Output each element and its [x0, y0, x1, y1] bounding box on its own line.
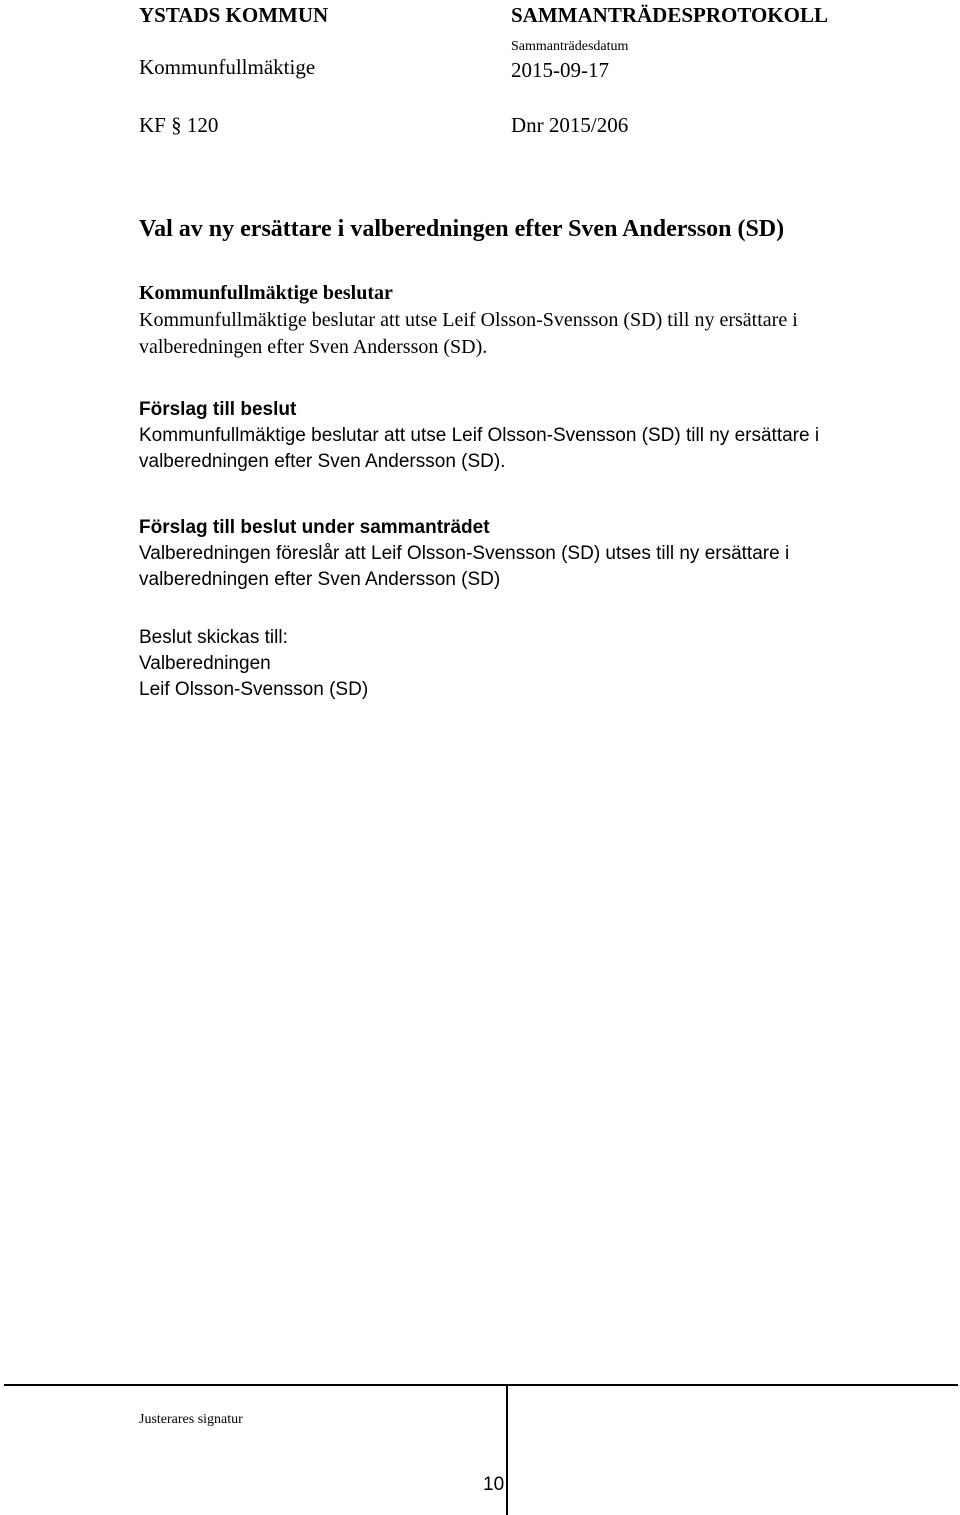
proposal-line: valberedningen efter Sven Andersson (SD).: [139, 451, 506, 472]
decision-heading: Kommunfullmäktige beslutar: [139, 282, 393, 304]
distribution-heading: Beslut skickas till:: [139, 627, 288, 648]
proposal-line: Kommunfullmäktige beslutar att utse Leif Olsson-Svensson (SD) till ny ersättare i: [139, 425, 820, 446]
distribution-recipient: Leif Olsson-Svensson (SD): [139, 679, 369, 700]
decision-line: Kommunfullmäktige beslutar att utse Leif Olsson-Svensson (SD) till ny ersättare i: [139, 309, 798, 331]
document-type: SAMMANTRÄDESPROTOKOLL: [511, 3, 828, 27]
page-number: 10: [483, 1474, 505, 1495]
signature-label: Justerares signatur: [139, 1412, 243, 1427]
meeting-proposal-line: valberedningen efter Sven Andersson (SD): [139, 569, 501, 590]
meeting-proposal-line: Valberedningen föreslår att Leif Olsson-Svensson (SD) utses till ny ersättare i: [139, 543, 790, 564]
proposal-heading: Förslag till beslut: [139, 399, 297, 420]
body-name: Kommunfullmäktige: [139, 55, 316, 79]
distribution-section: [139, 625, 368, 703]
footer-column-divider: [506, 1384, 508, 1515]
meeting-proposal-section: [139, 515, 789, 593]
page-title: Val av ny ersättare i valberedningen efter Sven Andersson (SD): [139, 216, 785, 242]
decision-line: valberedningen efter Sven Andersson (SD).: [139, 336, 488, 358]
meeting-date: 2015-09-17: [511, 58, 609, 82]
footer-divider: [4, 1384, 958, 1386]
distribution-recipient: Valberedningen: [139, 653, 271, 674]
decision-section: [139, 280, 798, 361]
date-label: Sammanträdesdatum: [511, 39, 629, 54]
organization-name: YSTADS KOMMUN: [139, 3, 329, 27]
registry-number: Dnr 2015/206: [511, 113, 629, 137]
meeting-proposal-heading: Förslag till beslut under sammanträdet: [139, 517, 490, 538]
proposal-section: [139, 397, 819, 475]
case-number: KF § 120: [139, 113, 219, 137]
